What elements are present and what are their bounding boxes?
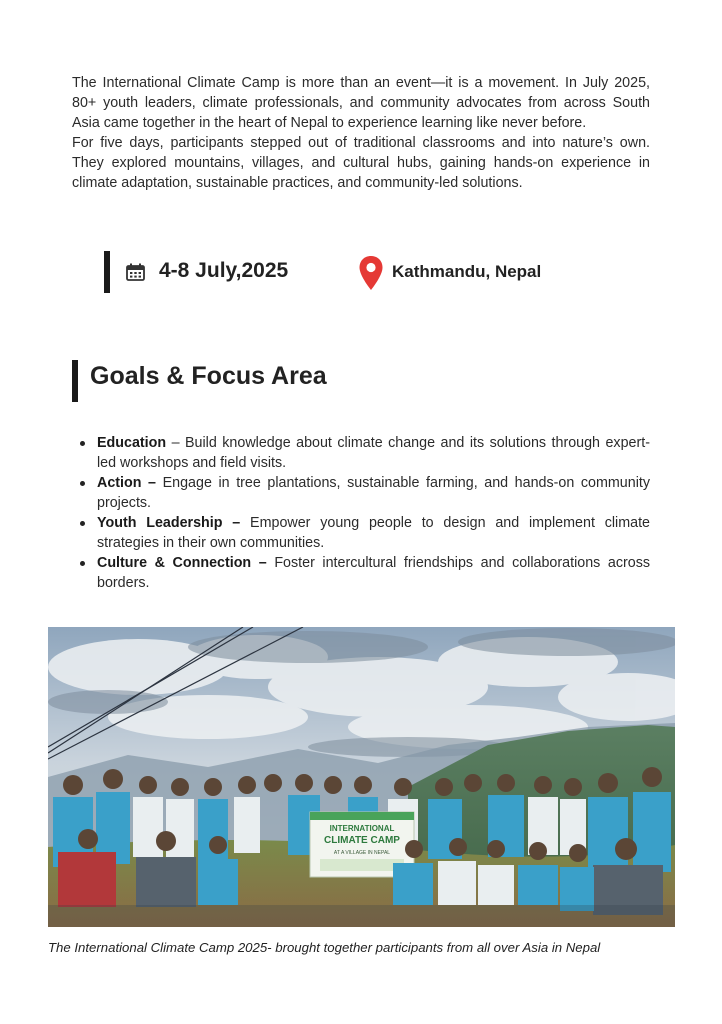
goal-item-culture-connection [76, 553, 650, 593]
goal-item-youth-leadership [76, 513, 650, 553]
goal-label: Action – [97, 475, 157, 491]
goal-text: Empower young people to design and implement climate strategies in their own communities. [97, 515, 650, 551]
goal-separator: – [166, 435, 186, 451]
accent-bar [72, 360, 78, 402]
goal-item-education [76, 433, 650, 473]
intro-paragraph-2: For five days, participants stepped out of traditional classrooms and into nature’s own. They explored mountains, villages, and cultural hubs, gaining hands-on experience in climate adaptation, sustainable practices, and community-led solutions. [72, 135, 650, 191]
photo-caption: The International Climate Camp 2025- brought together participants from all over Asia in Nepal [48, 940, 601, 955]
goal-item-action [76, 473, 650, 513]
goal-label: Education [97, 435, 167, 451]
event-info [104, 251, 624, 293]
intro-paragraph-1: The International Climate Camp is more than an event—it is a movement. In July 2025, 80+ youth leaders, climate professionals, and community advocates from across South Asia came together in the heart of Nepal to experience learning like never before. [72, 75, 650, 131]
goal-separator [156, 475, 163, 491]
map-pin-icon [358, 255, 384, 291]
goals-list [76, 433, 650, 593]
group-photo-illustration [48, 627, 675, 927]
banner-text: AT A VILLAGE IN NEPAL [333, 850, 391, 856]
goal-label: Culture & Connection – [97, 555, 267, 571]
accent-bar [104, 251, 110, 293]
goal-text: Engage in tree plantations, sustainable farming, and hands-on community projects. [97, 475, 650, 511]
event-location: Kathmandu, Nepal [392, 262, 542, 281]
goal-separator [240, 515, 250, 531]
banner-text: CLIMATE CAMP [324, 835, 400, 846]
bullet-icon [80, 441, 85, 446]
banner-text: INTERNATIONAL [329, 824, 395, 833]
bullet-icon [80, 481, 85, 486]
goal-label: Youth Leadership – [97, 515, 241, 531]
bullet-icon [80, 561, 85, 566]
goal-text: Build knowledge about climate change and its solutions through expert-led workshops and field visits. [97, 435, 650, 471]
calendar-icon [126, 263, 145, 281]
intro-text [72, 73, 650, 193]
section-title: Goals & Focus Area [90, 362, 327, 390]
goals-heading [72, 358, 572, 400]
goal-text: Foster intercultural friendships and collaborations across borders. [97, 555, 650, 591]
event-date: 4-8 July,2025 [159, 259, 289, 282]
bullet-icon [80, 521, 85, 526]
group-photo [48, 627, 675, 927]
